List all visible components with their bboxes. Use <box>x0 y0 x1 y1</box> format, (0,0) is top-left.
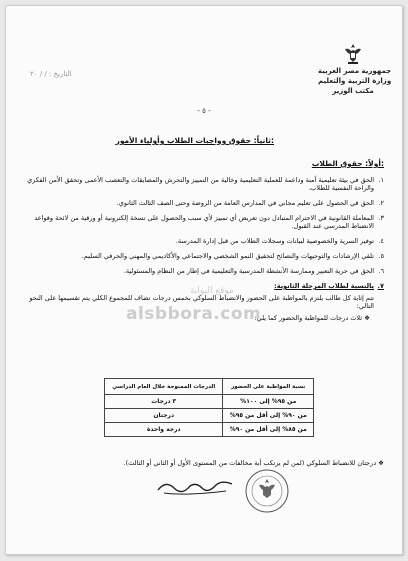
ministry-seal-icon <box>244 468 290 514</box>
table-header-row <box>105 379 314 395</box>
behavior-bullet: ❖ درجتان للانضباط السلوكي (لمن لم يرتكب أية مخالفات من المستوى الأول أو الثاني أو الثالث). <box>123 459 384 467</box>
table-row <box>105 395 314 409</box>
list-item: ٣. المعاملة القانونية في الاحترام المتبادل دون تعريض أي تمييز لأي سبب والحصول على نسخة إلكترونية أو ورقية من لائحة وقواعد الانضباط المدرسي عند القبول. <box>34 214 384 230</box>
list-item: ٥. تلقي الإرشادات والتوجيهات والنصائح لتحقيق النمو الشخصي والاجتماعي والأكاديمي والمهني والحرفي السليم. <box>81 252 384 260</box>
signature-icon <box>156 476 236 498</box>
ministry-header <box>318 42 392 96</box>
table-cell: من ٨٥% إلى أقل من ٩٠% <box>223 423 314 437</box>
rights-list <box>22 176 384 322</box>
watermark-text: alsbbora.com <box>126 304 262 324</box>
eagle-emblem-icon <box>342 42 364 66</box>
table-cell: من ٩٥% إلى ١٠٠% <box>223 395 314 409</box>
date-field: التاريخ : / / ٢٠ <box>30 70 72 78</box>
table-row <box>105 423 314 437</box>
table-header: نسبة المواظبة على الحضور <box>223 379 314 395</box>
document-page <box>5 5 403 555</box>
section-title: ثانياً: حقوق وواجبات الطلاب وأولياء الأمور: <box>115 136 274 145</box>
table-cell: درجة واحدة <box>105 423 223 437</box>
table-header: الدرجات الممنوحة خلال العام الدراسي <box>105 379 223 395</box>
table-cell: من ٩٠% إلى أقل من ٩٥% <box>223 409 314 423</box>
bullet-icon: ❖ <box>376 459 384 467</box>
watermark-arabic: موقع البوابة <box>190 286 234 296</box>
header-line-country: جمهورية مصر العربية <box>318 67 392 75</box>
table-cell: ٣ درجات <box>105 395 223 409</box>
table-cell: درجتان <box>105 409 223 423</box>
list-item: ٧. بالنسبة لطلاب المرحلة الثانوية: <box>274 282 384 290</box>
list-item: ٦. الحق في حرية التعبير وممارسة الأنشطة المدرسية والتعليمية في إطار من النظام والمسئولية. <box>123 267 384 275</box>
bullet-icon: ❖ <box>362 314 370 322</box>
list-item: ٢. الحق في الحصول على تعليم مجاني في المدارس العامة من الروضة وحتى الصف الثالث الثانوي. <box>116 199 384 207</box>
attendance-table <box>104 378 314 437</box>
page-number: - ٥ - <box>197 107 211 115</box>
attendance-bullet: ❖ ثلاث درجات للمواظبة والحضور كما يلي: <box>254 314 370 322</box>
secondary-note: تتم إثابة كل طالب يلتزم بالمواظبة على الحضور والانضباط السلوكي بخمس درجات تضاف للمجموع الكلي يتم تقسيمها على النحو التالي: <box>29 294 374 310</box>
list-item: ١. الحق في بيئة تعليمية آمنة وداعمة للعملية التعليمية وخالية من التمييز والتحرش والمضايقات والتعصب الأعمى وتحقق الأمن الفكري والراحة النفسية للطلاب. <box>27 176 384 192</box>
header-line-ministry: وزارة التربية والتعليم <box>318 77 392 85</box>
list-item: ٤. توفير السرية والخصوصية لبيانات وسجلات الطلاب من قبل إدارة المدرسة. <box>175 237 384 245</box>
table-row <box>105 409 314 423</box>
header-line-office: مكتب الوزير <box>332 87 374 95</box>
students-rights-title: أولاً: حقوق الطلاب: <box>311 159 384 168</box>
